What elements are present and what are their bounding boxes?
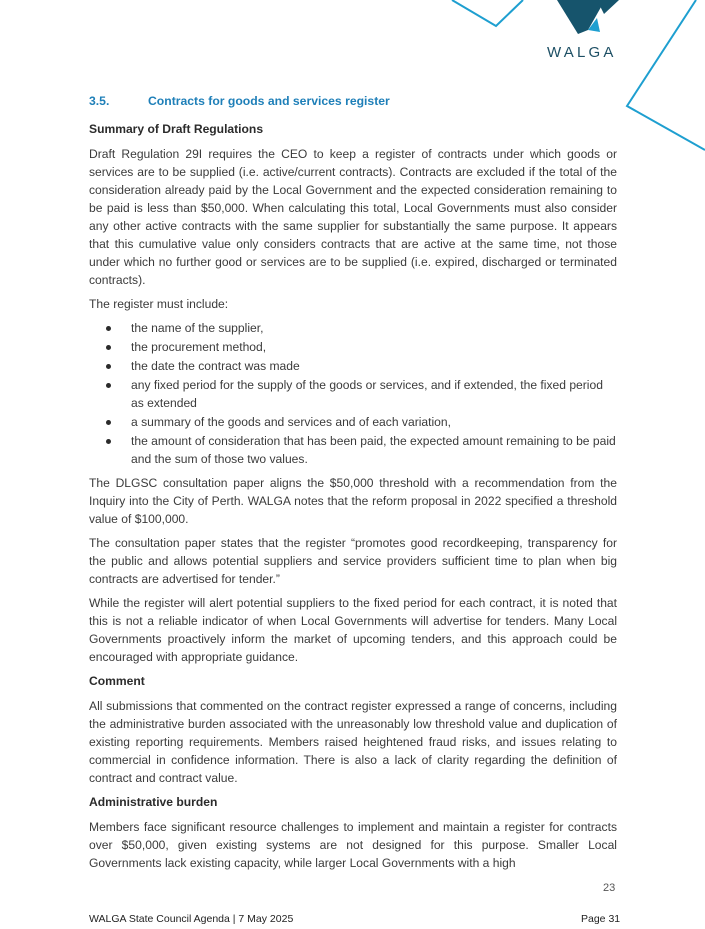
list-item: a summary of the goods and services and of each variation, <box>89 413 617 431</box>
paragraph-consultation: The consultation paper states that the register “promotes good recordkeeping, transparency for the public and allows potential suppliers and service providers sufficient time to plan when big contracts are advertised for tender.” <box>89 536 617 586</box>
summary-heading: Summary of Draft Regulations <box>89 122 264 136</box>
walga-logo-text: WALGA <box>547 44 617 61</box>
paragraph-comment: All submissions that commented on the contract register expressed a range of concerns, including the administrative burden associated with the unreasonably low threshold value and duplication of existing reporting requirements. Members raised heightened fraud risks, and issues relating to commercial in confidence information. There is also a lack of clarity regarding the definition of contract and contract value. <box>89 699 617 785</box>
paragraph-threshold: The DLGSC consultation paper aligns the $50,000 threshold with a recommendation from the Inquiry into the City of Perth. WALGA notes that the reform proposal in 2022 specified a threshold value of $100,000. <box>89 476 617 526</box>
comment-heading: Comment <box>89 674 145 688</box>
paragraph-register-intro: The register must include: <box>89 297 229 311</box>
list-item: any fixed period for the supply of the goods or services, and if extended, the fixed period as extended <box>89 376 617 412</box>
page-number: 23 <box>603 882 616 894</box>
paragraph-suppliers: While the register will alert potential suppliers to the fixed period for each contract, it is noted that this is not a reliable indicator of when Local Governments will advertise for tenders. Many Local Governments proactively inform the market of upcoming tenders, and this approach could be encouraged with appropriate guidance. <box>89 596 617 664</box>
list-item: the date the contract was made <box>89 357 617 375</box>
decorative-line-right <box>627 0 705 150</box>
list-item: the name of the supplier, <box>89 319 617 337</box>
list-item: the procurement method, <box>89 338 617 356</box>
list-item: the amount of consideration that has been paid, the expected amount remaining to be paid and the sum of those two values. <box>89 432 617 468</box>
paragraph-admin-burden: Members face significant resource challenges to implement and maintain a register for contracts over $50,000, given existing systems are not designed for this purpose. Smaller Local Governments lack existing capacity, while larger Local Governments with a high <box>89 820 617 870</box>
footer-page-label: Page 31 <box>581 913 621 925</box>
section-title: Contracts for goods and services register <box>148 94 390 108</box>
decorative-line-top <box>452 0 523 26</box>
paragraph-regulation: Draft Regulation 29I requires the CEO to keep a register of contracts under which goods or services are to be supplied (i.e. active/current contracts). Contracts are excluded if the total of the consideration already paid by the Local Government and the expected consideration remaining to be paid is less than $50,000. When calculating this total, Local Governments must also consider any other active contracts with the same supplier for substantially the same purpose. It appears that this cumulative value only considers contracts that are active at the same time, not those under which no further good or services are to be supplied (i.e. expired, discharged or terminated contracts). <box>89 147 617 287</box>
register-requirements-list <box>89 319 617 468</box>
section-heading <box>89 92 617 110</box>
footer-agenda-title: WALGA State Council Agenda | 7 May 2025 <box>89 913 294 925</box>
section-number: 3.5. <box>89 94 110 108</box>
walga-logo-icon <box>557 0 619 34</box>
admin-burden-heading: Administrative burden <box>89 795 218 809</box>
document-body <box>89 92 617 878</box>
